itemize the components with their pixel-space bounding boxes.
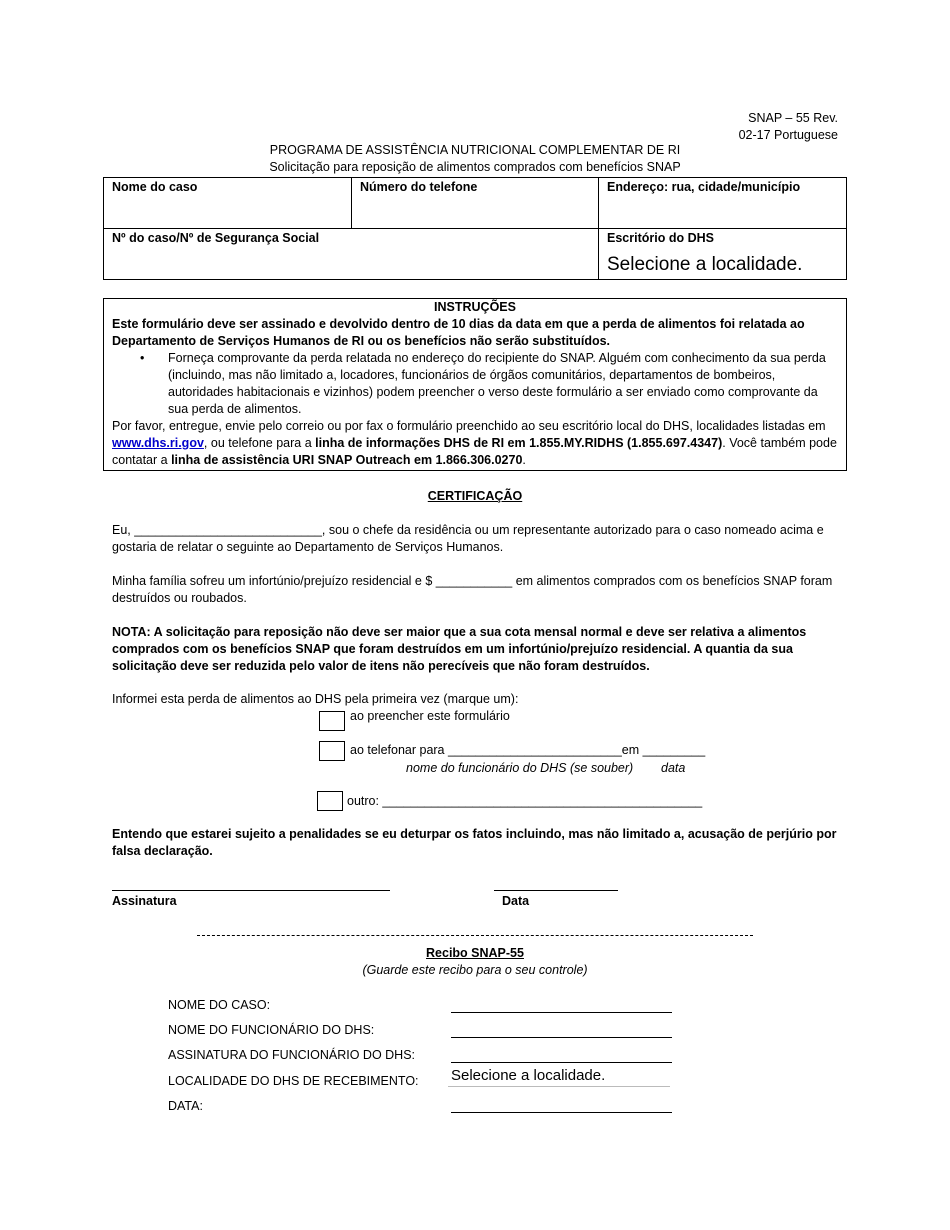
receipt-worker-signature-label: ASSINATURA DO FUNCIONÁRIO DO DHS: <box>168 1048 416 1062</box>
receipt-worker-name-field[interactable] <box>451 1037 672 1038</box>
uri-snap-outreach-line: linha de assistência URI SNAP Outreach em 1.866.306.0270 <box>171 453 523 467</box>
certification-statement-2: Minha família sofreu um infortúnio/prejuízo residencial e $ ___________ em alimentos comprados com os benefícios SNAP foram destruídos ou roubados. <box>112 574 833 605</box>
instructions-heading: INSTRUÇÕES <box>434 300 516 314</box>
option-other-label: outro: ______________________________________________ <box>347 794 703 808</box>
office-label: Escritório do DHS <box>607 231 714 245</box>
receipt-case-name-field[interactable] <box>451 1012 672 1013</box>
instructions-intro: Este formulário deve ser assinado e devolvido dentro de 10 dias da data em que a perda de alimentos foi relatada ao Departamento de Serviços Humanos de RI ou os benefícios não serão substituídos. <box>112 317 805 348</box>
penalty-statement: Entendo que estarei sujeito a penalidades se eu deturpar os fatos incluindo, mas não limitado a, acusação de perjúrio por falsa declaração. <box>112 827 837 858</box>
case-info-table <box>103 177 847 280</box>
address-field[interactable] <box>599 178 846 228</box>
contact-text: , ou telefone para a <box>203 436 316 450</box>
receipt-location-select[interactable]: Selecione a localidade. <box>448 1066 670 1087</box>
form-meta <box>638 110 838 144</box>
cut-line-separator <box>197 935 753 936</box>
certification-statement-1: Eu, ___________________________, sou o chefe da residência ou um representante autorizado para o caso nomeado acima e gostaria de relatar o seguinte ao Departamento de Serviços Humanos. <box>112 523 824 554</box>
date-line[interactable] <box>494 890 618 891</box>
option-phone-label: ao telefonar para _________________________em _________ <box>350 743 706 757</box>
signature-line[interactable] <box>112 890 390 891</box>
receipt-date-label: DATA: <box>168 1099 203 1113</box>
case-ssn-field[interactable] <box>104 229 598 279</box>
form-title <box>103 142 847 176</box>
option-form-checkbox[interactable] <box>319 711 345 731</box>
option-phone-caption-date: data <box>661 761 686 775</box>
ri-dhs-info-line: linha de informações DHS de RI em 1.855.MY.RIDHS (1.855.697.4347) <box>315 436 723 450</box>
case-name-label: Nome do caso <box>112 180 198 194</box>
receipt-location-label: LOCALIDADE DO DHS DE RECEBIMENTO: <box>168 1074 419 1088</box>
case-name-field[interactable] <box>104 178 351 228</box>
date-label: Data <box>502 894 530 908</box>
receipt-subtitle: (Guarde este recibo para o seu controle) <box>362 963 588 977</box>
option-other-checkbox[interactable] <box>317 791 343 811</box>
receipt-worker-signature-field[interactable] <box>451 1062 672 1063</box>
address-label: Endereço: rua, cidade/município <box>607 180 801 194</box>
contact-text: Por favor, entregue, envie pelo correio ou por fax o formulário preenchido ao seu escritório local do DHS, localidades listadas em <box>112 419 826 433</box>
receipt-worker-name-label: NOME DO FUNCIONÁRIO DO DHS: <box>168 1023 375 1037</box>
instructions-bullet-text: Forneça comprovante da perda relatada no endereço do recipiente do SNAP. Alguém com conhecimento da sua perda (incluindo, mas não limitado a, locadores, funcionários de órgãos comunitários, departamentos de bombeiros, autoridades habitacionais e vizinhos) podem preencher o verso deste formulário a ser enviado como comprovante da sua perda de alimentos. <box>168 351 826 416</box>
phone-field[interactable] <box>352 178 598 228</box>
office-field <box>599 229 846 279</box>
dhs-website-link[interactable]: www.dhs.ri.gov <box>112 436 204 450</box>
phone-label: Número do telefone <box>360 180 478 194</box>
instructions-contact <box>112 418 838 469</box>
certification-heading: CERTIFICAÇÃO <box>427 489 523 503</box>
receipt-title: Recibo SNAP-55 <box>426 946 524 960</box>
form-subtitle: Solicitação para reposição de alimentos comprados com benefícios SNAP <box>269 160 681 174</box>
case-ssn-label: Nº do caso/Nº de Segurança Social <box>112 231 320 245</box>
instructions-box <box>103 298 847 471</box>
form-number: SNAP – 55 Rev. <box>748 111 838 125</box>
instructions-bullet <box>112 350 838 418</box>
bullet-icon: • <box>140 351 145 365</box>
office-location-select[interactable]: Selecione a localidade. <box>607 254 803 275</box>
contact-text: . <box>522 453 526 467</box>
certification-note: NOTA: A solicitação para reposição não deve ser maior que a sua cota mensal normal e deve ser relativa a alimentos comprados com os benefícios SNAP que foram destruídos em um infortúnio/prejuízo residencial. A quantia da sua solicitação deve ser reduzida pelo valor de itens não perecíveis que não foram destruídos. <box>112 625 807 673</box>
report-question: Informei esta perda de alimentos ao DHS pela primeira vez (marque um): <box>112 692 519 706</box>
receipt-case-name-label: NOME DO CASO: <box>168 998 271 1012</box>
option-phone-checkbox[interactable] <box>319 741 345 761</box>
option-phone-caption-name: nome do funcionário do DHS (se souber) <box>406 761 634 775</box>
program-title: PROGRAMA DE ASSISTÊNCIA NUTRICIONAL COMPLEMENTAR DE RI <box>269 143 681 157</box>
receipt-date-field[interactable] <box>451 1112 672 1113</box>
option-form-label: ao preencher este formulário <box>350 709 510 723</box>
form-revision: 02-17 Portuguese <box>738 128 838 142</box>
contact-text: . Você também pode contatar a <box>112 436 837 467</box>
signature-label: Assinatura <box>112 894 177 908</box>
